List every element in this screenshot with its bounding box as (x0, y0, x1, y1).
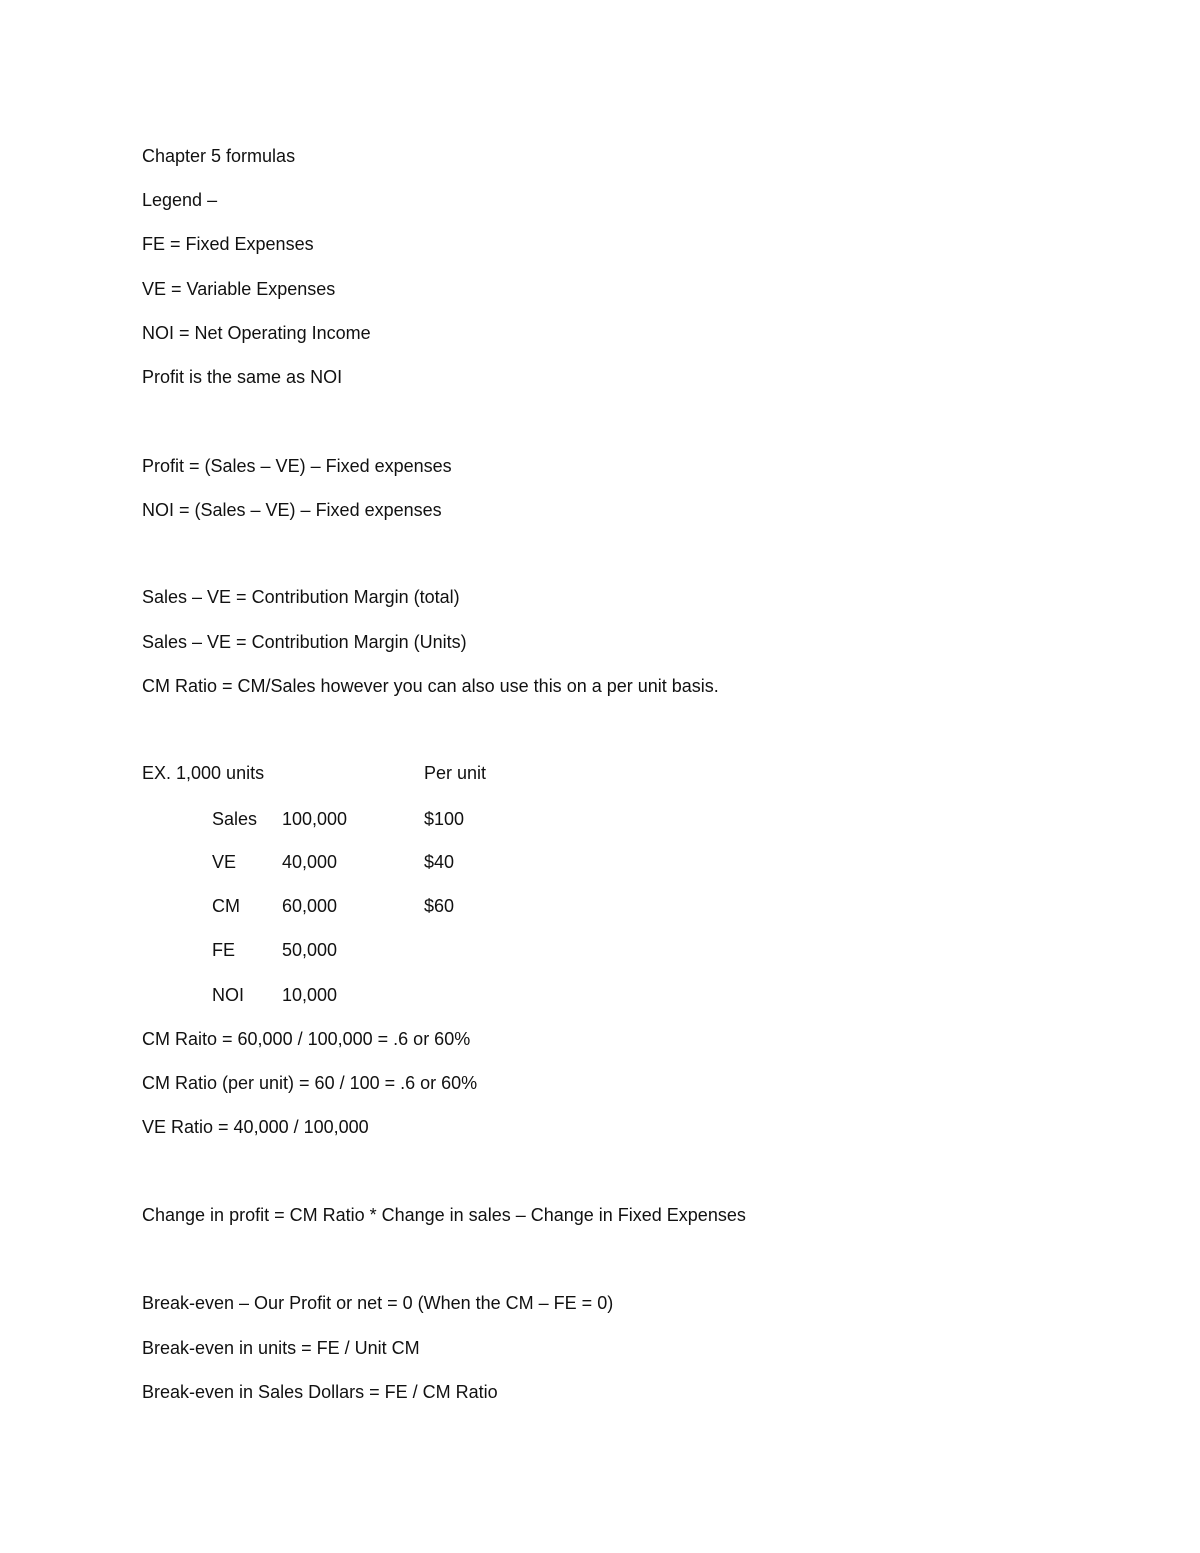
legend-item: Profit is the same as NOI (142, 367, 343, 387)
example-row-label: VE (212, 852, 237, 872)
break-even-definition: Break-even – Our Profit or net = 0 (When the CM – FE = 0) (142, 1293, 614, 1313)
change-in-profit-formula: Change in profit = CM Ratio * Change in sales – Change in Fixed Expenses (142, 1205, 746, 1225)
profit-formula: Profit = (Sales – VE) – Fixed expenses (142, 456, 452, 476)
break-even-sales-formula: Break-even in Sales Dollars = FE / CM Ratio (142, 1382, 498, 1402)
example-row-label: CM (212, 896, 240, 916)
per-unit-header: Per unit (424, 763, 487, 783)
example-heading: EX. 1,000 units (142, 763, 265, 783)
legend-heading: Legend – (142, 190, 218, 210)
cm-ratio-per-unit-calc: CM Ratio (per unit) = 60 / 100 = .6 or 60% (142, 1073, 478, 1093)
cm-ratio-calc: CM Raito = 60,000 / 100,000 = .6 or 60% (142, 1029, 471, 1049)
legend-item: VE = Variable Expenses (142, 279, 336, 299)
example-row-label: Sales (212, 809, 258, 829)
cm-units-formula: Sales – VE = Contribution Margin (Units) (142, 632, 467, 652)
example-row-label: FE (212, 940, 236, 960)
example-row-total: 60,000 (282, 896, 338, 916)
noi-formula: NOI = (Sales – VE) – Fixed expenses (142, 500, 442, 520)
example-row-label: NOI (212, 985, 245, 1005)
ve-ratio-calc: VE Ratio = 40,000 / 100,000 (142, 1117, 369, 1137)
break-even-units-formula: Break-even in units = FE / Unit CM (142, 1338, 420, 1358)
cm-ratio-formula: CM Ratio = CM/Sales however you can also use this on a per unit basis. (142, 676, 719, 696)
example-row-per-unit: $40 (424, 852, 455, 872)
legend-item: NOI = Net Operating Income (142, 323, 371, 343)
example-row-total: 40,000 (282, 852, 338, 872)
example-row-per-unit: $100 (424, 809, 465, 829)
example-row-per-unit: $60 (424, 896, 455, 916)
example-row-total: 10,000 (282, 985, 338, 1005)
document-title: Chapter 5 formulas (142, 146, 296, 166)
example-row-total: 50,000 (282, 940, 338, 960)
legend-item: FE = Fixed Expenses (142, 234, 314, 254)
example-row-total: 100,000 (282, 809, 348, 829)
cm-total-formula: Sales – VE = Contribution Margin (total) (142, 587, 460, 607)
